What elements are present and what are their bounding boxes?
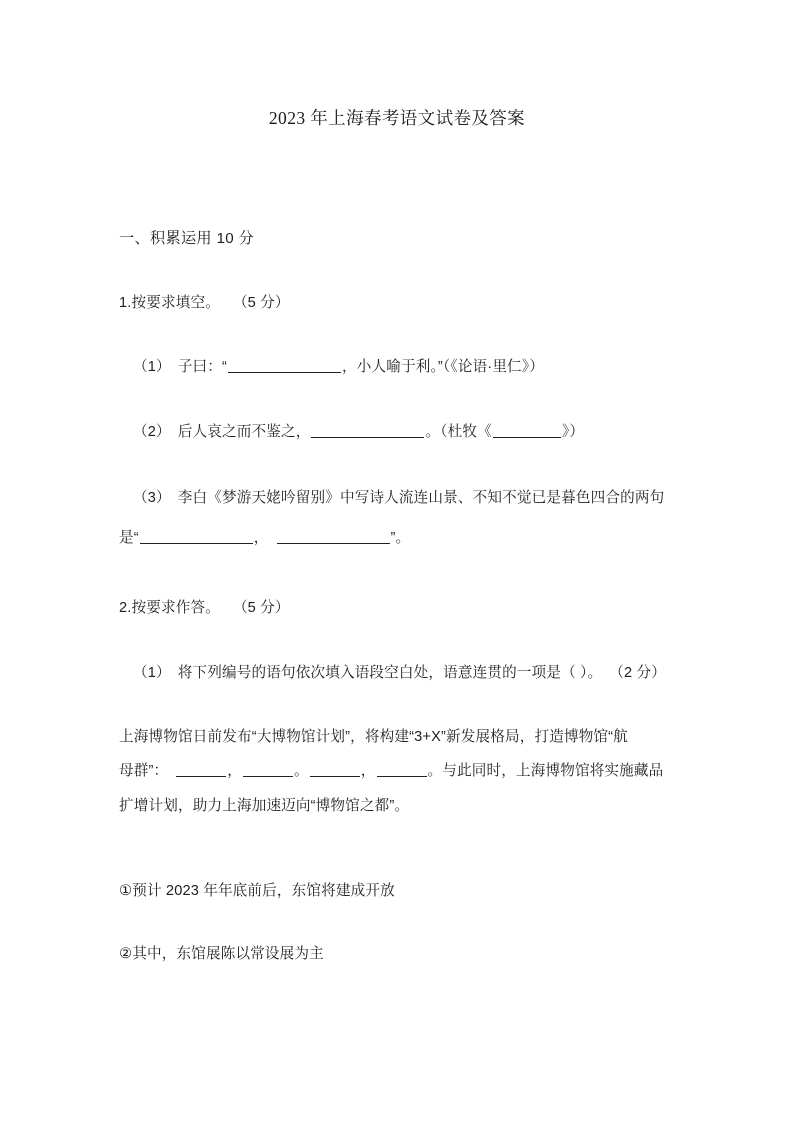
item-points: （2 分）: [609, 665, 666, 681]
item-text-before: 是“: [119, 530, 139, 546]
item-number: （2）: [133, 424, 171, 440]
question-1-item-3-line-2: [119, 527, 675, 549]
answer-blank[interactable]: [140, 528, 253, 544]
passage-blank-2[interactable]: [243, 761, 293, 777]
passage-line-2: [119, 760, 675, 782]
passage-separator: 。: [294, 763, 309, 779]
question-1-label: 1.按要求填空。: [119, 295, 220, 311]
item-text-after: ”。: [390, 530, 411, 546]
question-1-item-3-line-1: [119, 487, 689, 509]
passage-line-1: 上海博物馆日前发布“大博物馆计划”，将构建“3+X”新发展格局，打造博物馆“航: [119, 729, 628, 745]
item-text: 李白《梦游天姥吟留别》中写诗人流连山景、不知不觉已是暮色四合的两句: [177, 490, 665, 506]
passage-option-2: ②其中，东馆展陈以常设展为主: [119, 946, 324, 962]
question-1-item-1: [119, 356, 689, 378]
question-2-label: 2.按要求作答。: [119, 600, 220, 616]
answer-blank-source[interactable]: [493, 422, 561, 438]
passage-blank-1[interactable]: [176, 761, 226, 777]
passage-text-after: 。与此同时，上海博物馆将实施藏品: [427, 763, 664, 779]
passage-blank-3[interactable]: [310, 761, 360, 777]
answer-blank[interactable]: [311, 422, 424, 438]
question-2-points: （5 分）: [232, 600, 290, 616]
passage-separator: ，: [227, 763, 242, 779]
item-text-after: 》）: [561, 424, 585, 440]
passage-blank-4[interactable]: [377, 761, 427, 777]
passage-text-before: 母群”：: [119, 763, 169, 779]
item-text-before: 子曰：“: [177, 359, 228, 375]
section-heading: 一、积累运用 10 分: [119, 230, 254, 247]
item-number: （3）: [133, 490, 171, 506]
item-number: （1）: [133, 665, 171, 681]
item-text-before: 后人哀之而不鉴之，: [177, 424, 311, 440]
page-title: 2023 年上海春考语文试卷及答案: [268, 108, 526, 128]
item-text: 将下列编号的语句依次填入语段空白处，语意连贯的一项是（ ）。: [177, 665, 603, 681]
answer-blank[interactable]: [228, 357, 341, 373]
item-text-middle: ，: [253, 530, 269, 546]
question-1-prompt: [119, 292, 675, 314]
passage-separator: ，: [360, 763, 376, 779]
answer-blank[interactable]: [277, 528, 390, 544]
question-1-points: （5 分）: [232, 295, 290, 311]
item-number: （1）: [133, 359, 171, 375]
question-2-sub-1: [119, 662, 689, 684]
item-text-middle: 。（杜牧《: [425, 424, 492, 440]
passage-option-1: ①预计 2023 年年底前后，东馆将建成开放: [119, 883, 395, 899]
item-text-after: ，小人喻于利。”（《论语·里仁》）: [342, 359, 544, 375]
passage-line-3: 扩增计划，助力上海加速迈向“博物馆之都”。: [119, 798, 410, 814]
question-2-prompt: [119, 597, 675, 619]
question-1-item-2: [119, 421, 689, 443]
